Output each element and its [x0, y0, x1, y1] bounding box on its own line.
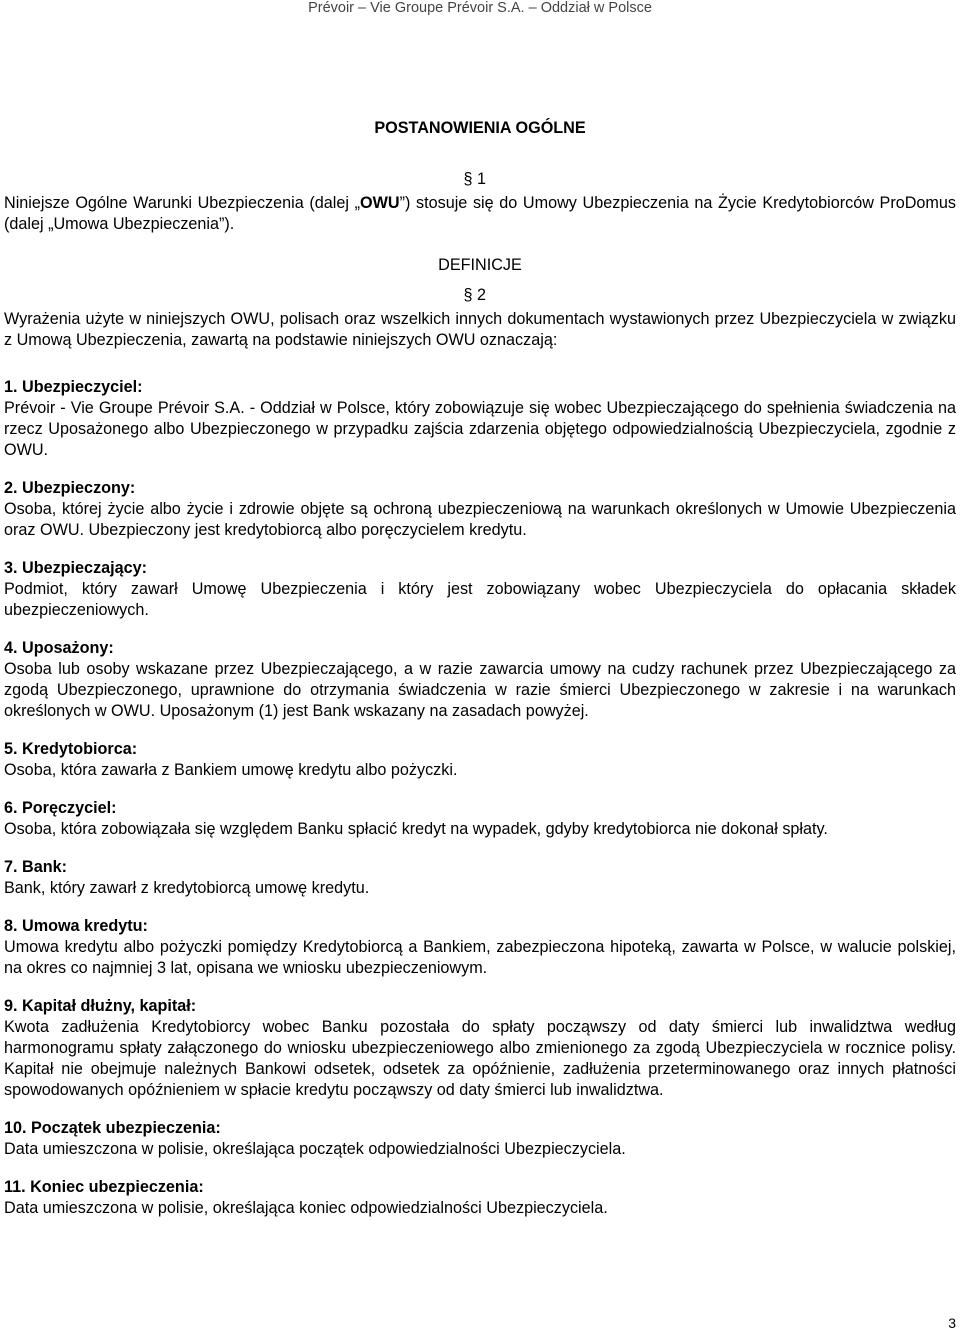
document-body [4, 118, 956, 1219]
definition-item [4, 1177, 956, 1219]
definition-term: 8. Umowa kredytu: [4, 917, 148, 935]
definition-body: Osoba, która zobowiązała się względem Banku spłacić kredyt na wypadek, gdyby kredytobiorca nie dokonał spłaty. [4, 820, 828, 838]
definition-item [4, 996, 956, 1101]
definition-term: 5. Kredytobiorca: [4, 740, 138, 758]
definition-body: Osoba lub osoby wskazane przez Ubezpieczającego, a w razie zawarcia umowy na cudzy rachunek przez Ubezpieczającego za zgodą Ubezpieczonego, uprawnione do otrzymania świadczenia w razie śmierci Ubezpieczonego w zakresie i na warunkach określonych w OWU. Uposażonym (1) jest Bank wskazany na zasadach powyżej. [4, 660, 956, 720]
definition-body: Kwota zadłużenia Kredytobiorcy wobec Banku pozostała do spłaty począwszy od daty śmierci lub inwalidztwa według harmonogramu spłaty załączonego do wniosku ubezpieczeniowego albo zmienionego za zgodą Ubezpieczyciela w rocznice polisy. Kapitał nie obejmuje należnych Bankowi odsetek, odsetek za opóźnienie, zadłużenia przeterminowanego oraz innych płatności spowodowanych opóźnieniem w spłacie kredytu począwszy od daty śmierci lub inwalidztwa. [4, 1018, 956, 1099]
definition-body: Umowa kredytu albo pożyczki pomiędzy Kredytobiorcą a Bankiem, zabezpieczona hipoteką, zawarta w Polsce, w walucie polskiej, na okres co najmniej 3 lat, opisana we wniosku ubezpieczeniowym. [4, 938, 956, 977]
definition-term: 7. Bank: [4, 858, 67, 876]
definition-term: 2. Ubezpieczony: [4, 479, 136, 497]
definition-body: Podmiot, który zawarł Umowę Ubezpieczenia i który jest zobowiązany wobec Ubezpieczyciela do opłacania składek ubezpieczeniowych. [4, 580, 956, 619]
definition-body: Bank, który zawarł z kredytobiorcą umowę kredytu. [4, 879, 370, 897]
definition-term: 3. Ubezpieczający: [4, 559, 148, 577]
definition-term: 6. Poręczyciel: [4, 799, 117, 817]
definition-term: 1. Ubezpieczyciel: [4, 378, 143, 396]
definition-term: 9. Kapitał dłużny, kapitał: [4, 997, 197, 1015]
definition-item [4, 916, 956, 979]
definition-item [4, 739, 956, 781]
definition-body: Osoba, która zawarła z Bankiem umowę kredytu albo pożyczki. [4, 761, 458, 779]
definition-item [4, 377, 956, 461]
definition-item [4, 558, 956, 621]
paragraph-1-text-after: ”) stosuje się do Umowy Ubezpieczenia na Życie Kredytobiorców ProDomus (dalej „Umowa Ubezpieczenia”). [4, 194, 956, 233]
document-title: POSTANOWIENIA OGÓLNE [374, 119, 586, 137]
definition-body: Prévoir - Vie Groupe Prévoir S.A. - Oddział w Polsce, który zobowiązuje się wobec Ubezpieczającego do spełnienia świadczenia na rzecz Uposażonego albo Ubezpieczonego w przypadku zajścia zdarzenia objętego odpowiedzialnością Ubezpieczyciela, zgodnie z OWU. [4, 399, 956, 459]
definition-item [4, 478, 956, 541]
page-header: Prévoir – Vie Groupe Prévoir S.A. – Oddział w Polsce [308, 0, 652, 16]
definition-body: Data umieszczona w polisie, określająca koniec odpowiedzialności Ubezpieczyciela. [4, 1199, 608, 1217]
definitions-intro: Wyrażenia użyte w niniejszych OWU, polisach oraz wszelkich innych dokumentach wystawionych przez Ubezpieczyciela w związku z Umową Ubezpieczenia, zawartą na podstawie niniejszych OWU oznaczają: [4, 310, 956, 349]
paragraph-1-text-before: Niniejsze Ogólne Warunki Ubezpieczenia (dalej „ [4, 194, 361, 212]
definition-term: 11. Koniec ubezpieczenia: [4, 1178, 204, 1196]
paragraph-1-text [4, 193, 956, 235]
owu-abbreviation: OWU [360, 194, 400, 212]
definition-term: 4. Uposażony: [4, 639, 114, 657]
definition-item [4, 857, 956, 899]
definition-term: 10. Początek ubezpieczenia: [4, 1119, 221, 1137]
paragraph-1-mark: § 1 [463, 170, 486, 188]
paragraph-2-mark: § 2 [463, 286, 486, 304]
definition-item [4, 638, 956, 722]
definition-body: Osoba, której życie albo życie i zdrowie objęte są ochroną ubezpieczeniową na warunkach określonych w Umowie Ubezpieczenia oraz OWU. Ubezpieczony jest kredytobiorcą albo poręczycielem kredytu. [4, 500, 956, 539]
definitions-heading: DEFINICJE [438, 256, 522, 274]
definition-item [4, 798, 956, 840]
definitions-list [4, 377, 956, 1219]
definition-item [4, 1118, 956, 1160]
page-number: 3 [948, 1315, 956, 1331]
definition-body: Data umieszczona w polisie, określająca początek odpowiedzialności Ubezpieczyciela. [4, 1140, 626, 1158]
